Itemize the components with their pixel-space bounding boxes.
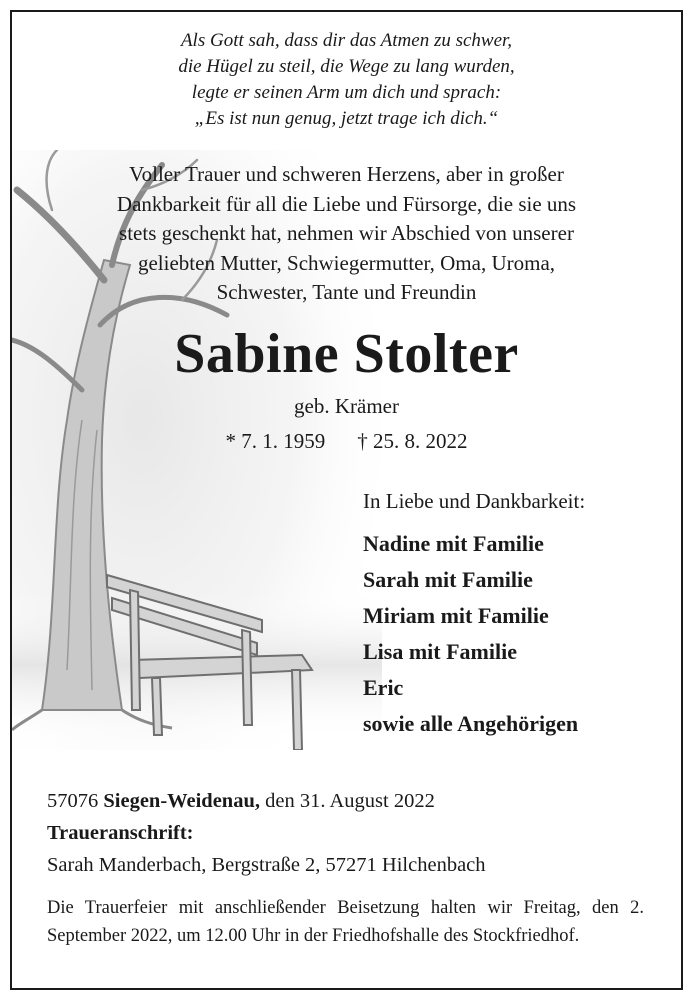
mourners-list [363, 526, 578, 742]
poem-line: Als Gott sah, dass dir das Atmen zu schwer, [180, 30, 513, 51]
birth-date: * 7. 1. 1959 [225, 429, 326, 453]
poem-line: „Es ist nun genug, jetzt trage ich dich.“ [194, 108, 499, 129]
list-item: sowie alle Angehörigen [363, 711, 579, 736]
intro-text [0, 160, 693, 308]
intro-line: Schwester, Tante und Freundin [216, 280, 477, 304]
place-and-date [47, 787, 435, 815]
intro-line: Voller Trauer und schweren Herzens, aber in großer [129, 162, 564, 186]
list-item: Sarah mit Familie [363, 567, 533, 592]
address-label: Traueranschrift: [47, 822, 194, 844]
poem-line: legte er seinen Arm um dich und sprach: [191, 82, 502, 103]
intro-line: geliebten Mutter, Schwiegermutter, Oma, Uroma, [137, 250, 556, 275]
death-date: † 25. 8. 2022 [357, 429, 468, 453]
list-item: Miriam mit Familie [363, 603, 549, 628]
intro-line: Dankbarkeit für all die Liebe und Fürsorge, die sie uns [116, 191, 577, 216]
maiden-name: geb. Krämer [294, 394, 399, 418]
notice-date: den 31. August 2022 [265, 790, 435, 812]
list-item: Lisa mit Familie [363, 639, 517, 664]
intro-line: stets geschenkt hat, nehmen wir Abschied von unserer [119, 221, 574, 245]
list-item: Nadine mit Familie [363, 531, 544, 556]
poem-line: die Hügel zu steil, die Wege zu lang wurden, [178, 56, 515, 77]
mourning-address: Sarah Manderbach, Bergstraße 2, 57271 Hilchenbach [47, 854, 486, 876]
mourners-heading: In Liebe und Dankbarkeit: [363, 489, 586, 513]
postcode: 57076 [47, 790, 99, 812]
funeral-service-text: Die Trauerfeier mit anschließender Beisetzung halten wir Freitag, den 2. September 2022, um 12.00 Uhr in der Friedhofshalle des Stockfriedhof. [47, 898, 644, 946]
poem [0, 28, 693, 132]
life-dates [0, 427, 693, 455]
list-item: Eric [363, 675, 404, 700]
deceased-name: Sabine Stolter [174, 323, 519, 385]
city: Siegen-Weidenau, [103, 790, 260, 812]
